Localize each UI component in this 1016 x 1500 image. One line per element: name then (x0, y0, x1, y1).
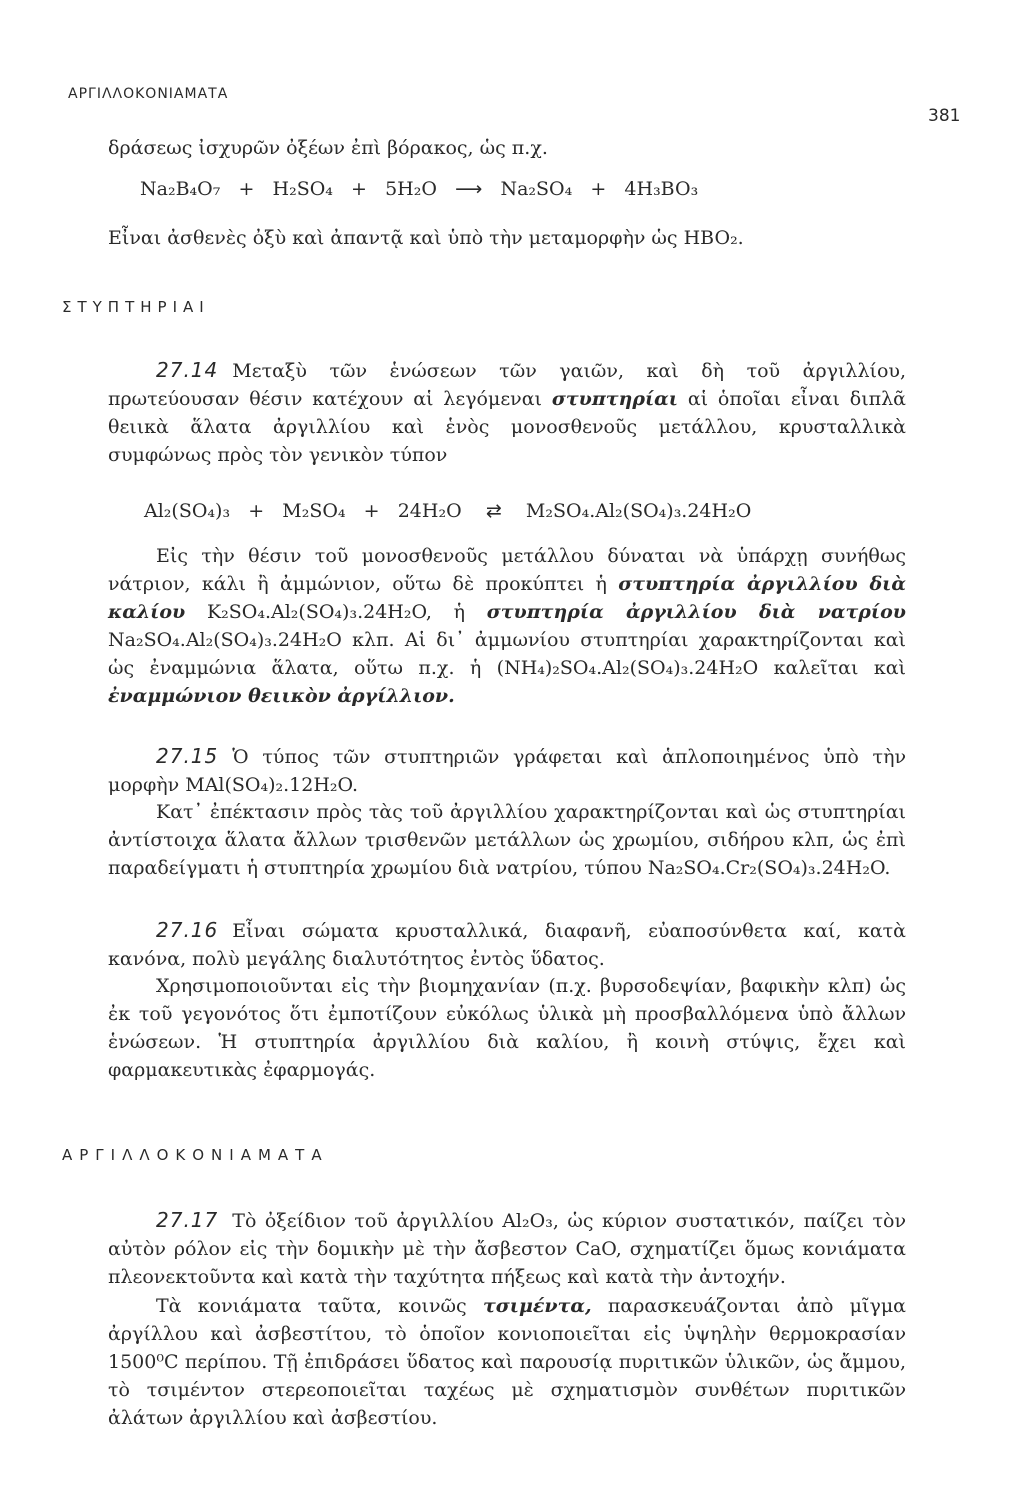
paragraph-27-16-continued: Χρησιμοποιοῦνται εἰς τὴν βιομηχανίαν (π.χ. βυρσοδεψίαν, βαφικὴν κλπ) ὡς ἐκ τοῦ γεγονότος ὅτι ἐμποτίζουν εὐκόλως ὑλικὰ μὴ προσβαλλόμενα ὑπὸ ἄλλων ἑνώσεων. Ἡ στυπτηρία ἀργιλλίου διὰ καλίου, ἢ κοινὴ στύψις, ἔχει καὶ φαρμακευτικὰς ἐφαρμογάς. (108, 975, 906, 1081)
eq1-plus: + (351, 178, 367, 200)
eq1-arrow: ⟶ (455, 178, 483, 200)
paragraph-number: 27.14 (156, 358, 219, 382)
eq2-reactant-2: M₂SO₄ (282, 500, 346, 522)
paragraph-27-14-continued (108, 542, 906, 710)
p17b-text-a: Τὰ κονιάματα ταῦτα, κοινῶς (156, 1295, 467, 1317)
term-styptiriai: στυπτηρίαι (551, 388, 678, 410)
intro-line-3: Εἶναι ἀσθενὲς ὀξὺ καὶ ἀπαντᾷ καὶ ὑπὸ τὴν μεταμορφὴν ὡς HBO₂. (108, 227, 744, 249)
paragraph-number: 27.16 (156, 918, 219, 942)
paragraph-27-15 (108, 742, 906, 799)
eq2-reactant-3: 24H₂O (397, 500, 462, 522)
p15-text: Ὁ τύπος τῶν στυπτηριῶν γράφεται καὶ ἁπλοποιημένος ὑπὸ τὴν μορφὴν MAl(SO₄)₂.12H₂O. (108, 746, 906, 796)
p16-text: Εἶναι σώματα κρυσταλλικά, διαφανῆ, εὐαποσύνθετα καί, κατὰ κανόνα, πολὺ μεγάλης διαλυτότητος ἐντὸς ὕδατος. (108, 920, 906, 970)
eq2-reactant-1: Al₂(SO₄)₃ (144, 500, 231, 522)
p14b-text-a: Εἰς τὴν θέσιν τοῦ μονοσθενοῦς μετάλλου δύναται νὰ ὑπάρχῃ συνήθως νάτριον, κάλι ἢ ἀμμώνιον, οὕτω δὲ προκύπτει ἡ (108, 545, 906, 595)
p14b-text-c: κλπ. Αἱ δι᾽ ἀμμωνίου στυπτηρίαι χαρακτηρίζονται καὶ ὡς ἐναμμώνια ἅλατα, οὕτω π.χ. ἡ (NH₄)₂SO₄.Al₂(SO₄)₃.24H₂O καλεῖται καὶ (108, 629, 906, 679)
page-number: 381 (928, 106, 961, 126)
eq1-product-1: Na₂SO₄ (500, 178, 573, 200)
borax-equation (140, 178, 698, 200)
eq1-product-2: 4H₃BO₃ (624, 178, 699, 200)
running-title: ΑΡΓΙΛΛΟΚΟΝΙΑΜΑΤΑ (68, 86, 229, 102)
paragraph-27-17 (108, 1206, 906, 1291)
section-heading-argillokoniamata: ΑΡΓΙΛΛΟΚΟΝΙΑΜΑΤΑ (62, 1146, 329, 1164)
paragraph-27-16 (108, 916, 906, 973)
term-potassium-alum: στυπτηρία ἀργιλλίου διὰ καλίου (108, 573, 906, 623)
p14-text-a: Μεταξὺ τῶν ἑνώσεων τῶν γαιῶν, καὶ δὴ τοῦ ἀργιλλίου, πρωτεύουσαν θέσιν κατέχουν αἱ λεγόμεναι (108, 360, 906, 410)
formula-sodium-alum: Na₂SO₄.Al₂(SO₄)₃.24H₂O (108, 629, 342, 651)
section-heading-styptiriai: ΣΤΥΠΤΗΡΙΑΙ (62, 298, 210, 316)
paragraph-27-14 (108, 356, 906, 469)
eq1-plus: + (238, 178, 255, 200)
formula-potassium-alum: K₂SO₄.Al₂(SO₄)₃.24H₂O, (206, 601, 432, 623)
eq2-product: M₂SO₄.Al₂(SO₄)₃.24H₂O (525, 500, 752, 522)
eq1-reactant-3: 5H₂O (385, 178, 437, 200)
paragraph-number: 27.15 (156, 744, 219, 768)
eq2-plus: + (363, 500, 380, 522)
p14b-text-b: ἡ (453, 601, 466, 623)
paragraph-27-15-continued: Κατ᾽ ἐπέκτασιν πρὸς τὰς τοῦ ἀργιλλίου χαρακτηρίζονται καὶ ὡς στυπτηρίαι ἀντίστοιχα ἅλατα ἄλλων τρισθενῶν μετάλλων ὡς χρωμίου, σιδήρου κλπ, ὡς ἐπὶ παραδείγματι ἡ στυπτηρία χρωμίου διὰ νατρίου, τύπου Na₂SO₄.Cr₂(SO₄)₃.24H₂O. (108, 801, 906, 879)
eq1-reactant-2: H₂SO₄ (272, 178, 333, 200)
intro-line: δράσεως ἰσχυρῶν ὀξέων ἐπὶ βόρακος, ὡς π.χ. (108, 137, 548, 159)
alum-equation (144, 500, 751, 522)
term-tsimenta: τσιμέντα, (482, 1295, 592, 1317)
eq1-plus: + (590, 178, 607, 200)
p17-text: Τὸ ὀξείδιον τοῦ ἀργιλλίου Al₂O₃, ὡς κύριον συστατικόν, παίζει τὸν αὐτὸν ρόλον εἰς τὴν δομικὴν μὲ τὴν ἄσβεστον CaO, σχηματίζει ὅμως κονιάματα πλεονεκτοῦντα καὶ κατὰ τὴν ταχύτητα πήξεως καὶ κατὰ τὴν ἀντοχήν. (108, 1210, 906, 1288)
eq2-equilibrium-arrow: ⇄ (485, 500, 502, 522)
p14-text-b: αἱ ὁποῖαι εἶναι διπλᾶ θειικὰ ἅλατα ἀργιλλίου καὶ ἑνὸς μονοσθενοῦς μετάλλου, κρυσταλλικὰ συμφώνως πρὸς τὸν γενικὸν τύπον (108, 388, 907, 466)
term-ammonium-alum: ἐναμμώνιον θειικὸν ἀργίλλιον. (108, 685, 455, 707)
eq2-plus: + (248, 500, 265, 522)
eq1-reactant-1: Na₂B₄O₇ (140, 178, 221, 200)
paragraph-number: 27.17 (156, 1208, 219, 1232)
p17b-text-b: παρασκευάζονται ἀπὸ μῖγμα ἀργίλλου καὶ ἀσβεστίτου, τὸ ὁποῖον κονιοποιεῖται εἰς ὑψηλὴν θερμοκρασίαν 1500⁰C περίπου. Τῇ ἐπιδράσει ὕδατος καὶ παρουσίᾳ πυριτικῶν ὑλικῶν, ὡς ἄμμου, τὸ τσιμέντον στερεοποιεῖται ταχέως μὲ σχηματισμὸν συνθέτων πυριτικῶν ἀλάτων ἀργιλλίου καὶ ἀσβεστίου. (108, 1295, 907, 1429)
paragraph-27-17-continued (108, 1292, 906, 1432)
term-sodium-alum: στυπτηρία ἀργιλλίου διὰ νατρίου (486, 601, 906, 623)
